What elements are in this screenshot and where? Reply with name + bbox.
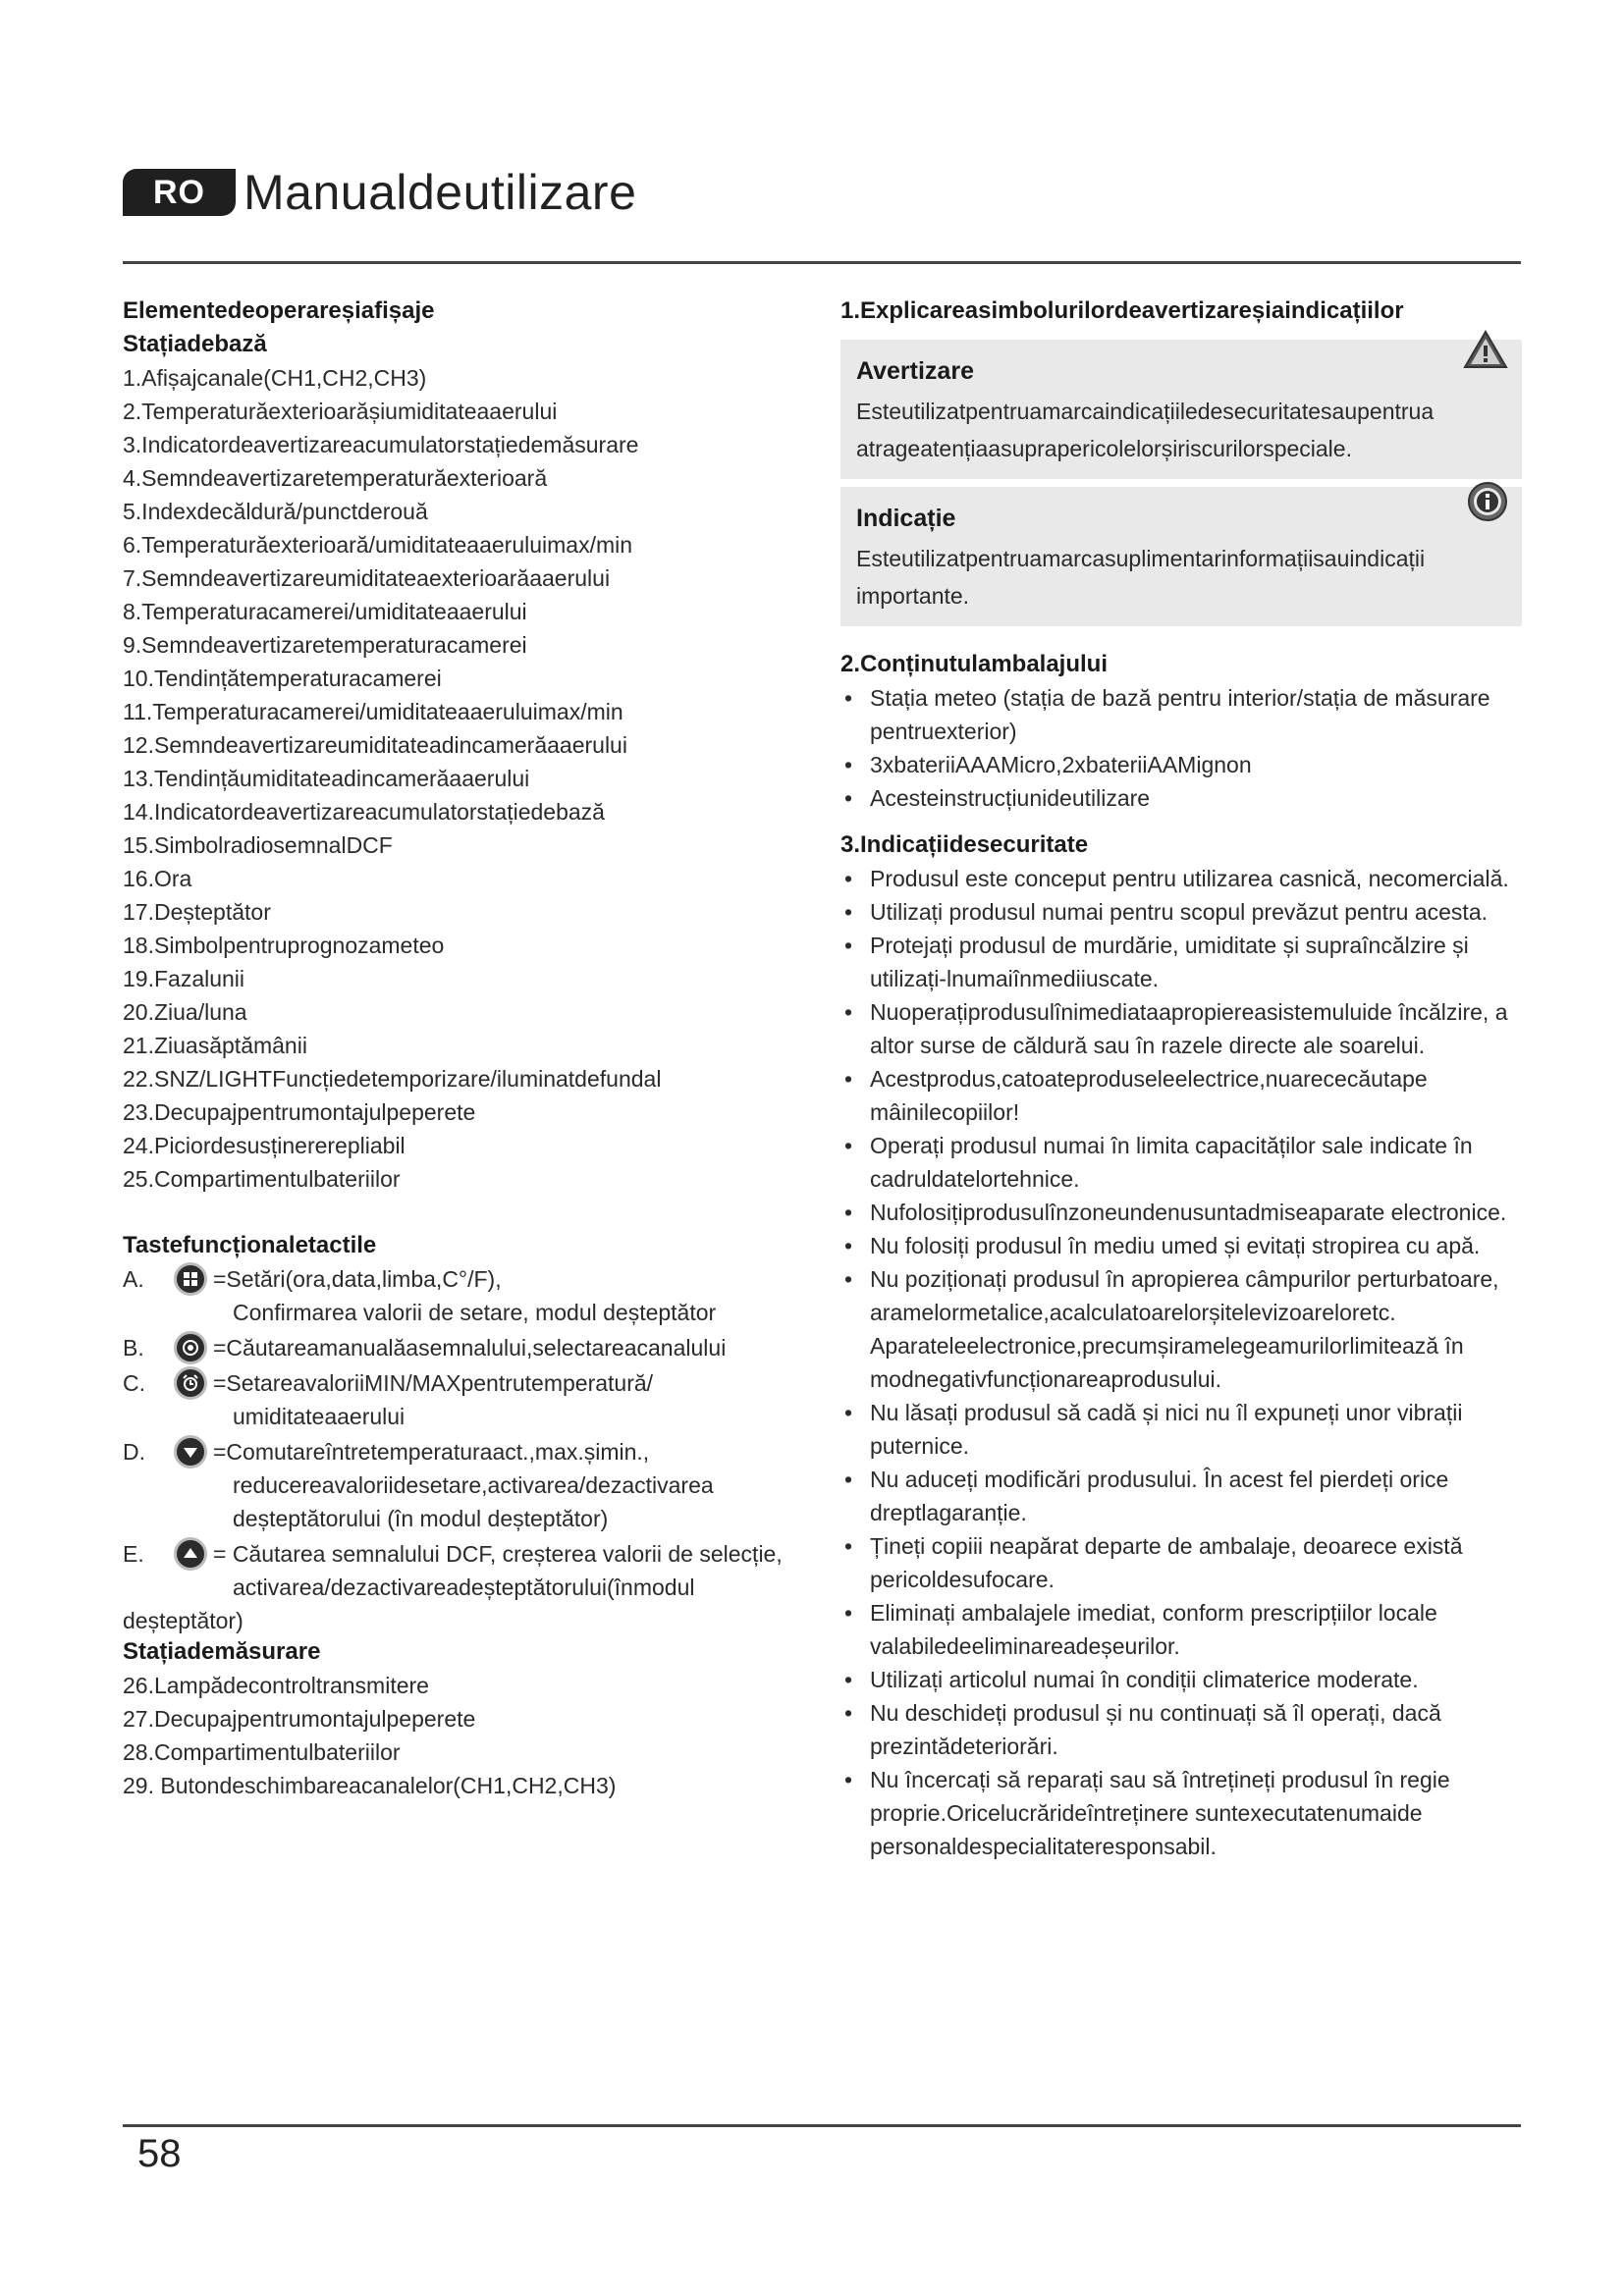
touch-keys-tail: deșteptător) (123, 1608, 244, 1633)
alarm-icon (174, 1366, 207, 1400)
note-text: Esteutilizatpentruamarcasuplimentarinformațiisauindicații importante. (856, 546, 1426, 609)
footer-divider (123, 2124, 1521, 2127)
list-item: 9.Semndeavertizaretemperaturacamerei (123, 632, 527, 658)
list-item: 8.Temperaturacamerei/umiditateaaerului (123, 599, 527, 624)
list-item: D. =Comutareîntretemperaturaact.,max.șimin., reducereavaloriidesetare,activarea/dezactivarea deșteptătorului (în modul deșteptător) (123, 1435, 790, 1535)
menu-icon (174, 1262, 207, 1296)
list-item: 24.Piciordesusținererepliabil (123, 1133, 406, 1158)
list-item: • Protejați produsul de murdărie, umiditate și supraîncălzire și utilizați-lnumaiînmediiuscate. (840, 929, 1522, 995)
page-number: 58 (137, 2132, 182, 2175)
list-item: • Operați produsul numai în limita capacităților sale indicate în cadruldatelortehnice. (840, 1129, 1522, 1196)
base-station-list (123, 361, 790, 1196)
list-item: E. = Căutarea semnalului DCF, creșterea valorii de selecție, activarea/dezactivareadeșteptătorului(înmodul (123, 1537, 790, 1604)
base-station-title: Stațiadebază (123, 331, 267, 357)
list-item: • Utilizați produsul numai pentru scopul prevăzut pentru acesta. (840, 895, 1522, 929)
list-item: 20.Ziua/luna (123, 999, 247, 1025)
symbols-section-title: 1.Explicareasimbolurilordeavertizareșiaindicațiilor (840, 297, 1404, 324)
list-item: 14.Indicatordeavertizareacumulatorstațiedebază (123, 799, 605, 825)
list-item: 7.Semndeavertizareumiditateaexterioarăaaerului (123, 565, 611, 591)
list-item: 5.Indexdecăldură/punctderouă (123, 499, 428, 524)
list-item: 23.Decupajpentrumontajulpeperete (123, 1099, 476, 1125)
list-item: • Acesteinstrucțiunideutilizare (840, 781, 1522, 815)
list-item: • Produsul este conceput pentru utilizarea casnică, necomercială. (840, 862, 1522, 895)
warning-title: Avertizare (856, 357, 974, 385)
header-divider (123, 261, 1521, 264)
language-badge: RO (123, 169, 236, 216)
safety-title: 3.Indicațiidesecuritate (840, 831, 1089, 858)
info-icon (1467, 481, 1508, 527)
list-item: 10.Tendințătemperaturacamerei (123, 666, 442, 691)
list-item: 13.Tendințăumiditateadincamerăaaerului (123, 766, 530, 791)
list-item: 27.Decupajpentrumontajulpeperete (123, 1706, 476, 1732)
list-item: 12.Semndeavertizareumiditateadincamerăaaerului (123, 732, 627, 758)
list-item: 17.Deșteptător (123, 899, 271, 925)
list-item: • Stația meteo (stația de bază pentru interior/stația de măsurare pentruexterior) (840, 681, 1522, 748)
touch-keys-title: Tastefuncționaletactile (123, 1232, 377, 1258)
list-item: 1.Afișajcanale(CH1,CH2,CH3) (123, 365, 427, 391)
list-item: • Utilizați articolul numai în condiții climaterice moderate. (840, 1663, 1522, 1696)
signal-icon (174, 1331, 207, 1364)
list-item: 16.Ora (123, 866, 192, 891)
list-item: 21.Ziuasăptămânii (123, 1033, 307, 1058)
list-item: 22.SNZ/LIGHTFuncțiedetemporizare/iluminatdefundal (123, 1066, 662, 1092)
measuring-station-title: Stațiademăsurare (123, 1638, 321, 1665)
list-item: • Nuoperațiprodusulînimediataapropiereasistemuluide încălzire, a altor surse de căldură sau în razele directe ale soarelui. (840, 995, 1522, 1062)
list-item: 29. Butondeschimbareacanalelor(CH1,CH2,CH3) (123, 1773, 617, 1798)
up-icon (174, 1537, 207, 1571)
list-item: 18.Simbolpentruprognozameteo (123, 933, 445, 958)
left-column (123, 294, 790, 1802)
right-column (840, 294, 1522, 1863)
list-item: 28.Compartimentulbateriilor (123, 1739, 401, 1765)
list-item: 6.Temperaturăexterioară/umiditateaaeruluimax/min (123, 532, 633, 558)
list-item: 25.Compartimentulbateriilor (123, 1166, 401, 1192)
touch-keys-list (123, 1262, 790, 1604)
list-item: B. =Căutareamanualăasemnalului,selectareacanalului (123, 1331, 790, 1364)
list-item: A. =Setări(ora,data,limba,C°/F), Confirmarea valorii de setare, modul deșteptător (123, 1262, 790, 1329)
warning-text: Esteutilizatpentruamarcaindicațiiledesecuritatesaupentrua atrageatențiaasuprapericolelorșiriscurilorspeciale. (856, 399, 1435, 461)
list-item: • Nu folosiți produsul în mediu umed și evitați stropirea cu apă. (840, 1229, 1522, 1262)
list-item: • Nu încercați să reparați sau să întrețineți produsul în regie proprie.Oricelucrărideîntreținere suntexecutatenumaide personaldespecialitateresponsabil. (840, 1763, 1522, 1863)
list-item: 2.Temperaturăexterioarășiumiditateaaerului (123, 399, 558, 424)
list-item: • Nu deschideți produsul și nu continuați să îl operați, dacă prezintădeteriorări. (840, 1696, 1522, 1763)
list-item: • Acestprodus,catoateproduseleelectrice,nuarececăutape mâinilecopiilor! (840, 1062, 1522, 1129)
list-item: • Nu aduceți modificări produsului. În acest fel pierdeți orice dreptlagaranție. (840, 1463, 1522, 1529)
list-item: • 3xbateriiAAAMicro,2xbateriiAAMignon (840, 748, 1522, 781)
list-item: • Nu lăsați produsul să cadă și nici nu îl expuneți unor vibrații puternice. (840, 1396, 1522, 1463)
warning-triangle-icon (1463, 330, 1508, 374)
list-item: C. =SetareavaloriiMIN/MAXpentrutemperatură/ umiditateaaerului (123, 1366, 790, 1433)
list-item: 3.Indicatordeavertizareacumulatorstațiedemăsurare (123, 432, 639, 457)
package-contents-title: 2.Conținutulambalajului (840, 651, 1109, 677)
list-item: • Eliminați ambalajele imediat, conform prescripțiilor locale valabiledeeliminareadeșeurilor. (840, 1596, 1522, 1663)
page-title: Manualdeutilizare (244, 165, 637, 220)
section-title-controls: Elementedeoperareșiafișaje (123, 297, 435, 324)
package-contents-list (840, 681, 1522, 815)
safety-list (840, 862, 1522, 1863)
list-item: 4.Semndeavertizaretemperaturăexterioară (123, 465, 548, 491)
down-icon (174, 1435, 207, 1468)
page-header (123, 165, 636, 220)
list-item: • Nu poziționați produsul în apropierea câmpurilor perturbatoare, aramelormetalice,acalculatoarelorșitelevizoareloretc. Aparateleelectronice,precumșiramelegeamurilorlimitează în modnegativfuncționareaprodusului. (840, 1262, 1522, 1396)
list-item: 19.Fazalunii (123, 966, 245, 991)
list-item: • Nufolosițiprodusulînzoneundenusuntadmiseaparate electronice. (840, 1196, 1522, 1229)
note-box (840, 487, 1522, 626)
note-title: Indicație (856, 505, 956, 532)
warning-box (840, 340, 1522, 479)
list-item: • Țineți copiii neapărat departe de ambalaje, deoarece există pericoldesufocare. (840, 1529, 1522, 1596)
list-item: 26.Lampădecontroltransmitere (123, 1673, 429, 1698)
list-item: 11.Temperaturacamerei/umiditateaaeruluimax/min (123, 699, 623, 724)
measuring-station-list (123, 1669, 790, 1802)
list-item: 15.SimbolradiosemnalDCF (123, 832, 393, 858)
